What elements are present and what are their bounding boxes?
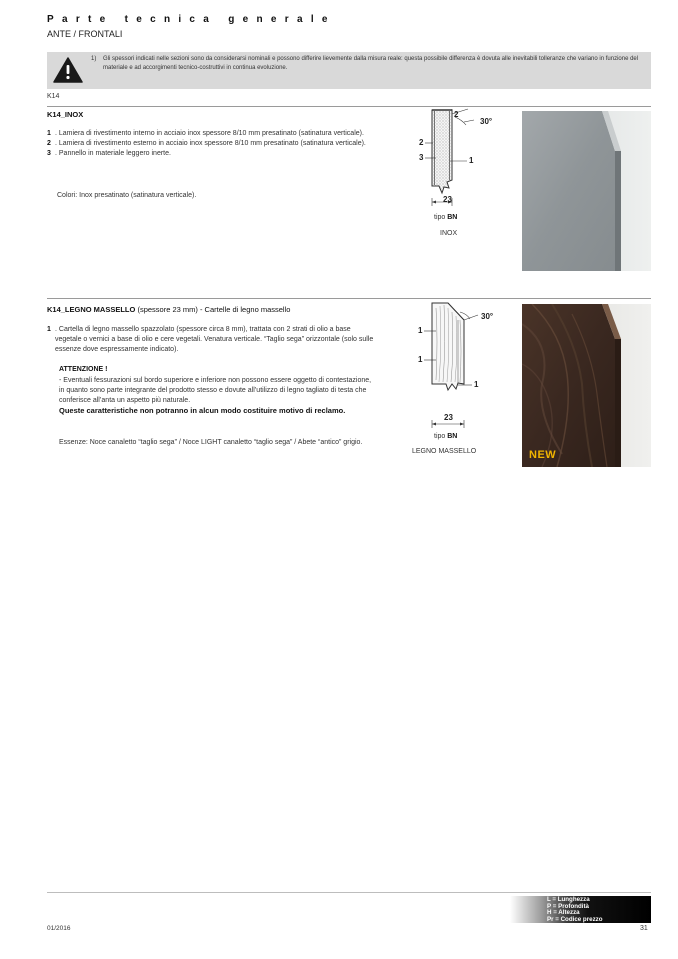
list-item: 2 . Lamiera di rivestimento esterno in acciaio inox spessore 8/10 mm presatinato (satinatura verticale). [47,140,366,147]
legno-door-photo [522,304,651,467]
footer-date: 01/2016 [47,925,71,932]
dimension-legend [510,896,651,923]
list-item: 3 . Pannello in materiale leggero inerte. [47,150,171,157]
legno-left-label-top: 1 [418,326,423,335]
attention-bold-note: Queste caratteristiche non potranno in alcun modo costituire motivo di reclamo. [59,406,346,415]
inox-left-label-2: 2 [419,138,424,147]
legno-material: LEGNO MASSELLO [412,448,477,455]
legend-line: Pr = Codice prezzo [547,915,603,923]
inox-left-label-3: 3 [419,153,424,162]
notice-box [47,52,651,89]
inox-section-diagram [412,108,498,244]
list-item: 1 . Lamiera di rivestimento interno in acciaio inox spessore 8/10 mm presatinato (satinatura verticale). [47,130,364,137]
attention-text: - Eventuali fessurazioni sul bordo superiore e inferiore non possono essere oggetto di contestazione, in quanto sono parte integrante del prodotto stesso e dovute all’utilizzo di legno tagliato di testa che conferisce all’anta un aspetto più naturale. Queste caratteristiche non potranno in alcun modo costituire motivo di reclamo. [59,377,372,415]
notice-body: Gli spessori indicati nelle sezioni sono da considerarsi nominali e possono differire lievemente dalla misura reale: questa possibile differenza è dovuta alle inevitabili tolleranze che variano in funzione del materiale e ad accorgimenti tecnico-costruttivi in continua evoluzione. [103,56,639,71]
page-number: 31 [640,925,648,932]
legno-left-label-mid: 1 [418,355,423,364]
inox-angle-label: 30° [480,117,493,126]
inox-width-label: 23 [443,195,452,204]
inox-type: tipo BN [434,214,458,221]
inox-door-photo [522,111,651,271]
inox-component-list [47,129,379,159]
legno-angle-label: 30° [481,312,494,321]
legno-width-label: 23 [444,413,453,422]
new-badge: NEW [529,449,557,461]
inox-right-label-1: 1 [469,156,474,165]
legend-line: P = Profondità [547,902,590,910]
legno-component-list [47,325,377,355]
legno-section-diagram [412,300,498,440]
list-item: 1 . Cartella di legno massello spazzolato (spessore circa 8 mm), trattata con 2 strati di olio a base vegetale o vernici a base di olio e cere vegetali. Venatura verticale. “Taglio sega” orizzontale (solo sulle essenze dove espressamente indicato). [47,326,374,353]
legno-right-label: 1 [474,380,479,389]
divider [47,106,651,107]
page-subtitle: ANTE / FRONTALI [47,29,123,39]
legno-type: tipo BN [434,433,458,440]
legend-line: H = Altezza [547,909,580,917]
inox-material: INOX [440,230,458,237]
notice-number: 1) [91,56,97,62]
attention-heading: ATTENZIONE ! [59,366,108,373]
inox-colors: Colori: Inox presatinato (satinatura verticale). [57,192,197,199]
legend-line: L = Lunghezza [547,896,590,903]
divider [47,298,651,299]
inox-top-label: 2 [454,110,459,119]
footer-divider [47,892,651,893]
section-title-inox: K14_INOX [47,110,84,119]
section-title-legno: K14_LEGNO MASSELLO (spessore 23 mm) - Cartelle di legno massello [47,305,291,314]
warning-icon [53,57,83,83]
product-code: K14 [47,93,60,100]
page-title: Parte tecnica generale [47,14,336,25]
legno-essences: Essenze: Noce canaletto “taglio sega” / Noce LIGHT canaletto “taglio sega” / Abete “antico” grigio. [59,439,363,446]
